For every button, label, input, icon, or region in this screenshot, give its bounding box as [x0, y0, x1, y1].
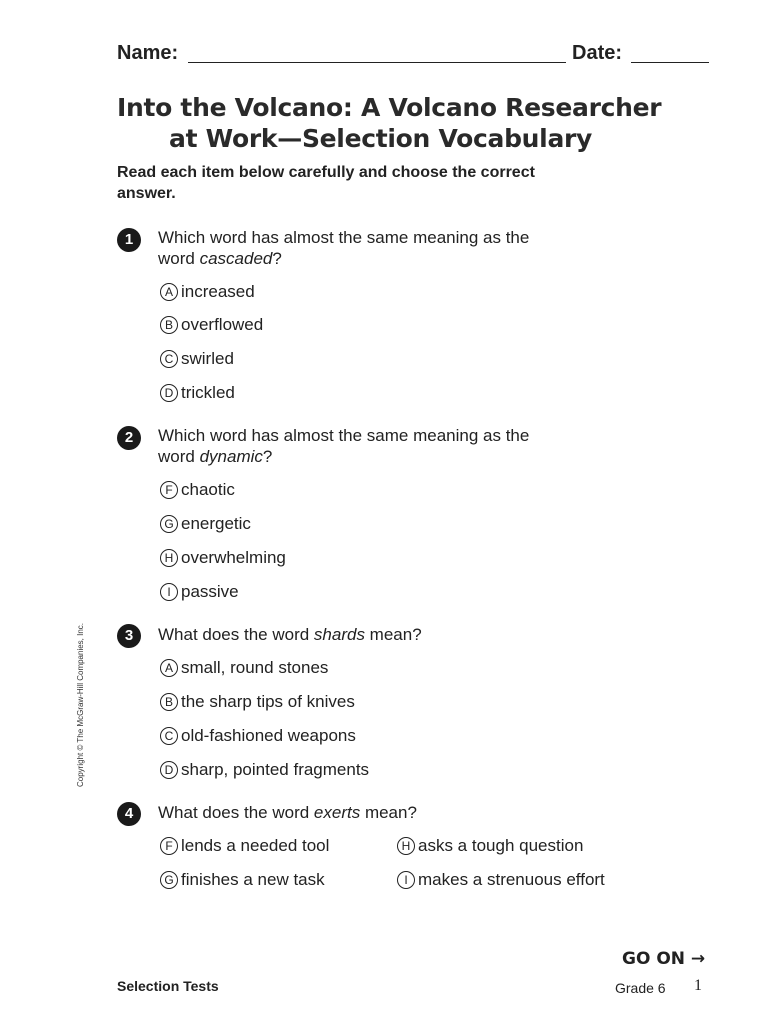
q1-option-d[interactable] [160, 383, 235, 403]
answer-bubble-icon[interactable]: F [160, 837, 178, 855]
answer-bubble-icon[interactable]: C [160, 727, 178, 745]
answer-bubble-icon[interactable]: D [160, 761, 178, 779]
title-line-1: Into the Volcano: A Volcano Researcher [117, 93, 662, 122]
answer-bubble-icon[interactable]: C [160, 350, 178, 368]
answer-bubble-icon[interactable]: H [397, 837, 415, 855]
question-3-number: 3 [117, 624, 141, 648]
q3-option-b[interactable] [160, 692, 355, 712]
answer-bubble-icon[interactable]: G [160, 871, 178, 889]
copyright-notice: Copyright © The McGraw-Hill Companies, Inc. [76, 622, 85, 787]
option-text: passive [181, 582, 239, 601]
option-text: trickled [181, 383, 235, 402]
question-4-pre: What does the word [158, 803, 314, 822]
question-4-number: 4 [117, 802, 141, 826]
q2-option-f[interactable] [160, 480, 235, 500]
option-text: asks a tough question [418, 836, 584, 855]
option-text: increased [181, 282, 255, 301]
option-text: finishes a new task [181, 870, 325, 889]
question-1-post: ? [272, 249, 282, 268]
footer-section-title: Selection Tests [117, 978, 219, 994]
option-text: sharp, pointed fragments [181, 760, 370, 779]
answer-bubble-icon[interactable]: H [160, 549, 178, 567]
q1-option-a[interactable] [160, 282, 255, 302]
answer-bubble-icon[interactable]: I [397, 871, 415, 889]
option-text: energetic [181, 514, 251, 533]
page-number: 1 [694, 977, 702, 994]
footer-grade: Grade 6 [615, 980, 666, 996]
answer-bubble-icon[interactable]: B [160, 693, 178, 711]
q1-option-c[interactable] [160, 349, 234, 369]
option-text: swirled [181, 349, 234, 368]
q4-option-g[interactable] [160, 870, 325, 890]
name-label: Name: [117, 42, 179, 64]
answer-bubble-icon[interactable]: A [160, 283, 178, 301]
question-3-text [158, 624, 558, 645]
q2-option-h[interactable] [160, 548, 286, 568]
date-line[interactable] [631, 62, 709, 63]
option-text: lends a needed tool [181, 836, 330, 855]
option-text: overflowed [181, 315, 264, 334]
q2-option-g[interactable] [160, 514, 251, 534]
question-1-number: 1 [117, 228, 141, 252]
q2-option-i[interactable] [160, 582, 239, 602]
question-4-post: mean? [360, 803, 417, 822]
answer-bubble-icon[interactable]: A [160, 659, 178, 677]
question-3-term: shards [313, 625, 365, 644]
option-text: the sharp tips of knives [181, 692, 355, 711]
answer-bubble-icon[interactable]: B [160, 316, 178, 334]
option-text: small, round stones [181, 658, 329, 677]
question-2-text [158, 425, 558, 467]
date-label: Date: [572, 42, 623, 64]
question-2-number: 2 [117, 426, 141, 450]
go-on-label: GO ON → [622, 949, 706, 969]
page-title [117, 92, 677, 154]
q4-option-h[interactable] [397, 836, 583, 856]
q4-option-i[interactable] [397, 870, 605, 890]
q4-option-f[interactable] [160, 836, 329, 856]
answer-bubble-icon[interactable]: F [160, 481, 178, 499]
question-3-pre: What does the word [158, 625, 314, 644]
question-1-term: cascaded [199, 249, 273, 268]
option-text: old-fashioned weapons [181, 726, 356, 745]
question-3-post: mean? [364, 625, 422, 644]
option-text: makes a strenuous effort [418, 870, 605, 889]
instructions: Read each item below carefully and choose the correct answer. [117, 164, 535, 202]
question-4-text [158, 802, 558, 823]
option-text: chaotic [181, 480, 235, 499]
question-1-text [158, 227, 558, 269]
answer-bubble-icon[interactable]: G [160, 515, 178, 533]
option-text: overwhelming [181, 548, 286, 567]
answer-bubble-icon[interactable]: I [160, 583, 178, 601]
q3-option-c[interactable] [160, 726, 356, 746]
q3-option-a[interactable] [160, 658, 328, 678]
name-line[interactable] [188, 62, 566, 63]
question-4-term: exerts [313, 803, 361, 822]
question-2-term: dynamic [199, 447, 263, 466]
question-2-pre: Which word has almost the same meaning as the word [158, 426, 530, 466]
q1-option-b[interactable] [160, 315, 263, 335]
answer-bubble-icon[interactable]: D [160, 384, 178, 402]
question-2-post: ? [262, 447, 273, 466]
question-1-pre: Which word has almost the same meaning as the word [158, 228, 530, 268]
title-line-2: at Work—Selection Vocabulary [169, 124, 593, 153]
q3-option-d[interactable] [160, 760, 369, 780]
